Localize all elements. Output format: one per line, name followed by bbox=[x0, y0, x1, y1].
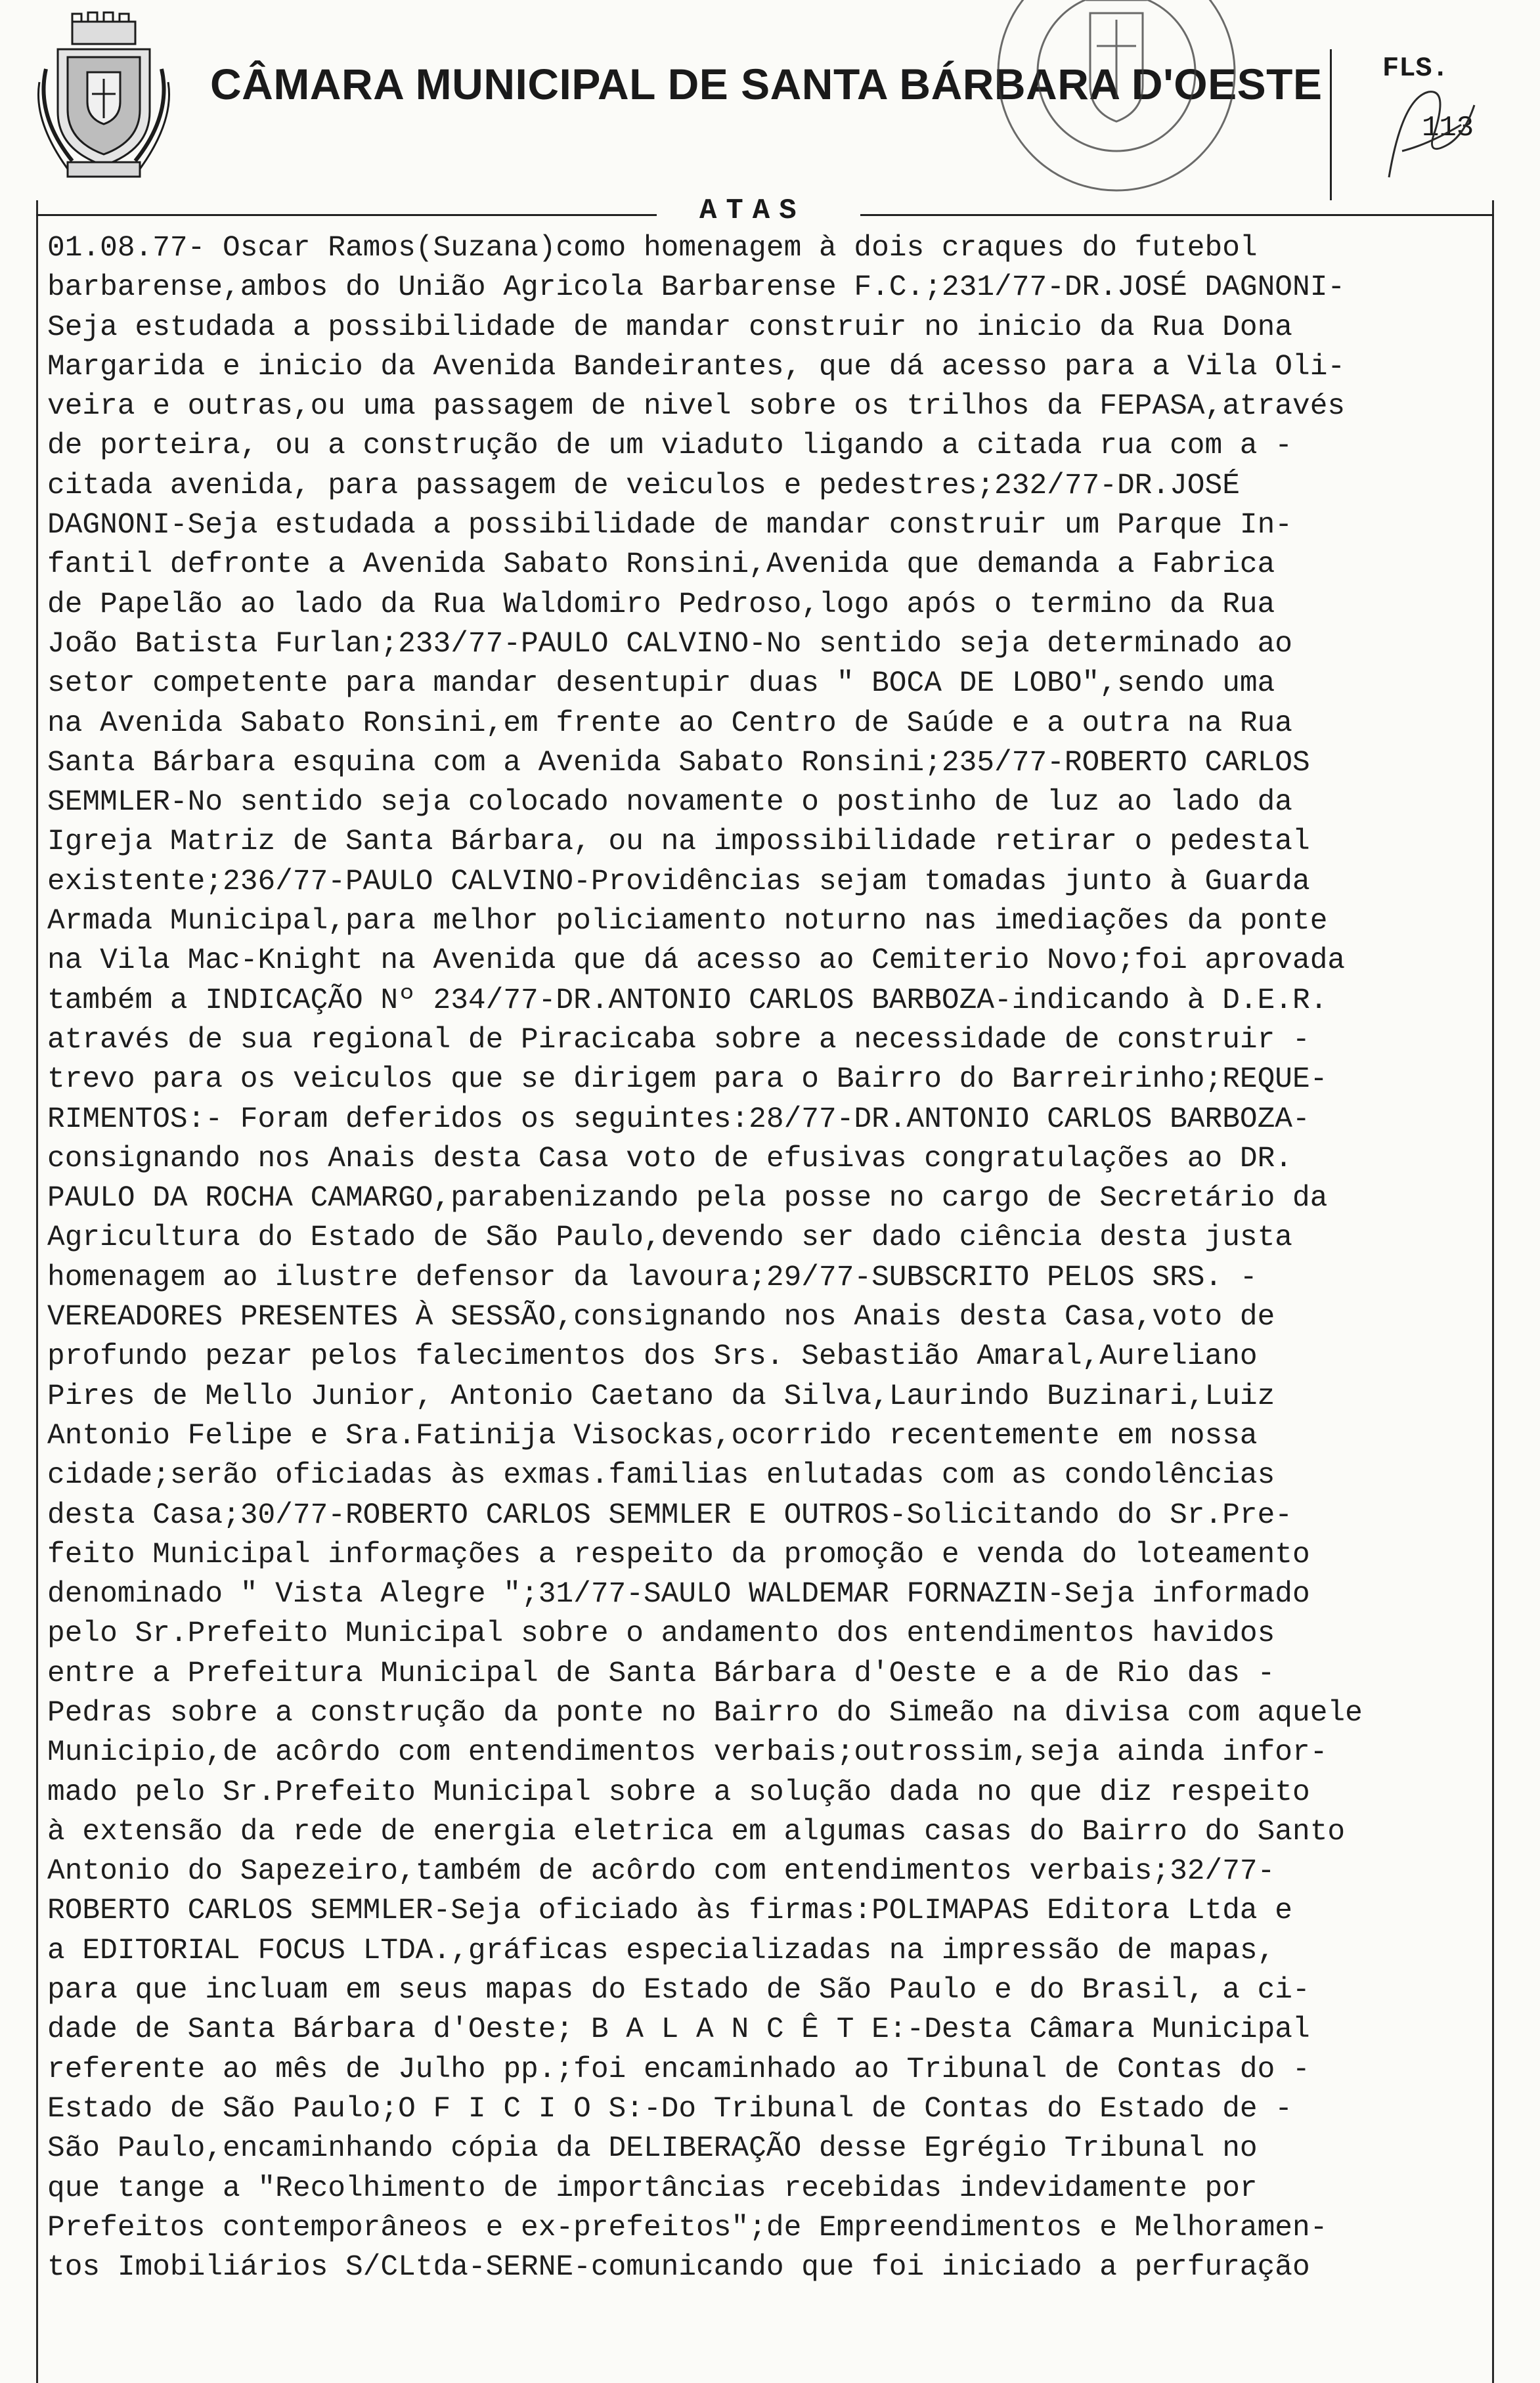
text-line: RIMENTOS:- Foram deferidos os seguintes:28/77-DR.ANTONIO CARLOS BARBOZA- bbox=[47, 1103, 1310, 1136]
institution-header-title: CÂMARA MUNICIPAL DE SANTA BÁRBARA D'OESTE bbox=[210, 60, 1323, 108]
text-line: VEREADORES PRESENTES À SESSÃO,consignando nos Anais desta Casa,voto de bbox=[47, 1301, 1275, 1334]
text-line: trevo para os veiculos que se dirigem para o Bairro do Barreirinho;REQUE- bbox=[47, 1063, 1328, 1097]
text-line: referente ao mês de Julho pp.;foi encaminhado ao Tribunal de Contas do - bbox=[47, 2053, 1310, 2086]
left-margin-line bbox=[36, 200, 38, 2383]
text-line: Margarida e inicio da Avenida Bandeirantes, que dá acesso para a Vila Oli- bbox=[47, 350, 1346, 383]
text-line: existente;236/77-PAULO CALVINO-Providências sejam tomadas junto à Guarda bbox=[47, 865, 1310, 898]
text-line: a EDITORIAL FOCUS LTDA.,gráficas especializadas na impressão de mapas, bbox=[47, 1934, 1275, 1967]
text-line: citada avenida, para passagem de veiculos e pedestres;232/77-DR.JOSÉ bbox=[47, 469, 1240, 502]
text-line: veira e outras,ou uma passagem de nivel sobre os trilhos da FEPASA,através bbox=[47, 390, 1346, 424]
text-line: cidade;serão oficiadas às exmas.familias enlutadas com as condolências bbox=[47, 1459, 1275, 1493]
text-line: entre a Prefeitura Municipal de Santa Bárbara d'Oeste e a de Rio das - bbox=[47, 1657, 1275, 1690]
text-line: SEMMLER-No sentido seja colocado novamente o postinho de luz ao lado da bbox=[47, 786, 1293, 820]
text-line: PAULO DA ROCHA CAMARGO,parabenizando pela posse no cargo de Secretário da bbox=[47, 1182, 1328, 1215]
text-line: mado pelo Sr.Prefeito Municipal sobre a solução dada no que diz respeito bbox=[47, 1776, 1310, 1809]
text-line: pelo Sr.Prefeito Municipal sobre o andamento dos entendimentos havidos bbox=[47, 1617, 1275, 1651]
text-line: tos Imobiliários S/CLtda-SERNE-comunicando que foi iniciado a perfuração bbox=[47, 2251, 1310, 2285]
text-line: que tange a "Recolhimento de importâncias recebidas indevidamente por bbox=[47, 2172, 1258, 2205]
text-line: dade de Santa Bárbara d'Oeste; B A L A N C Ê T E:-Desta Câmara Municipal bbox=[47, 2013, 1310, 2047]
text-line: Pires de Mello Junior, Antonio Caetano da Silva,Laurindo Buzinari,Luiz bbox=[47, 1380, 1275, 1413]
text-line: Igreja Matriz de Santa Bárbara, ou na impossibilidade retirar o pedestal bbox=[47, 825, 1310, 859]
text-line: feito Municipal informações a respeito da promoção e venda do loteamento bbox=[47, 1538, 1310, 1571]
text-line: Antonio Felipe e Sra.Fatinija Visockas,ocorrido recentemente em nossa bbox=[47, 1419, 1258, 1453]
text-line: denominado " Vista Alegre ";31/77-SAULO WALDEMAR FORNAZIN-Seja informado bbox=[47, 1578, 1310, 1611]
municipal-crest-icon bbox=[32, 10, 176, 184]
text-line: Agricultura do Estado de São Paulo,devendo ser dado ciência desta justa bbox=[47, 1221, 1293, 1255]
text-line: profundo pezar pelos falecimentos dos Srs. Sebastião Amaral,Aureliano bbox=[47, 1340, 1258, 1374]
text-line: através de sua regional de Piracicaba sobre a necessidade de construir - bbox=[47, 1023, 1310, 1057]
text-line: Santa Bárbara esquina com a Avenida Sabato Ronsini;235/77-ROBERTO CARLOS bbox=[47, 746, 1310, 779]
text-line: à extensão da rede de energia eletrica em algumas casas do Bairro do Santo bbox=[47, 1815, 1346, 1848]
text-line: barbarense,ambos do União Agricola Barbarense F.C.;231/77-DR.JOSÉ DAGNONI- bbox=[47, 271, 1346, 305]
text-line: Seja estudada a possibilidade de mandar construir no inicio da Rua Dona bbox=[47, 311, 1293, 344]
text-line: desta Casa;30/77-ROBERTO CARLOS SEMMLER E OUTROS-Solicitando do Sr.Pre- bbox=[47, 1498, 1293, 1532]
text-line: Pedras sobre a construção da ponte no Bairro do Simeão na divisa com aquele bbox=[47, 1696, 1363, 1730]
text-line: Prefeitos contemporâneos e ex-prefeitos";de Empreendimentos e Melhoramen- bbox=[47, 2211, 1328, 2244]
text-line: fantil defronte a Avenida Sabato Ronsini,Avenida que demanda a Fabrica bbox=[47, 548, 1275, 582]
text-line: de porteira, ou a construção de um viaduto ligando a citada rua com a - bbox=[47, 429, 1293, 463]
text-line: também a INDICAÇÃO Nº 234/77-DR.ANTONIO CARLOS BARBOZA-indicando à D.E.R. bbox=[47, 984, 1328, 1017]
text-line: Municipio,de acôrdo com entendimentos verbais;outrossim,seja ainda infor- bbox=[47, 1736, 1328, 1770]
text-line: na Avenida Sabato Ronsini,em frente ao Centro de Saúde e a outra na Rua bbox=[47, 707, 1293, 740]
section-rule-right bbox=[860, 214, 1494, 216]
text-line: São Paulo,encaminhando cópia da DELIBERAÇÃO desse Egrégio Tribunal no bbox=[47, 2132, 1258, 2166]
minutes-body bbox=[47, 229, 1492, 2287]
text-line: João Batista Furlan;233/77-PAULO CALVINO-No sentido seja determinado ao bbox=[47, 627, 1293, 661]
text-line: DAGNONI-Seja estudada a possibilidade de mandar construir um Parque In- bbox=[47, 509, 1293, 542]
section-title: ATAS bbox=[699, 194, 806, 227]
text-line: ROBERTO CARLOS SEMMLER-Seja oficiado às firmas:POLIMAPAS Editora Ltda e bbox=[47, 1894, 1293, 1928]
handwritten-signature-icon bbox=[1363, 72, 1494, 204]
folio-number: 113 bbox=[1422, 112, 1474, 144]
text-line: Antonio do Sapezeiro,também de acôrdo com entendimentos verbais;32/77- bbox=[47, 1855, 1275, 1889]
text-line: Estado de São Paulo;O F I C I O S:-Do Tribunal de Contas do Estado de - bbox=[47, 2092, 1293, 2126]
right-margin-line bbox=[1492, 200, 1494, 2383]
text-line: 01.08.77- Oscar Ramos(Suzana)como homenagem à dois craques do futebol bbox=[47, 232, 1258, 265]
text-line: homenagem ao ilustre defensor da lavoura;29/77-SUBSCRITO PELOS SRS. - bbox=[47, 1261, 1258, 1294]
text-line: consignando nos Anais desta Casa voto de efusivas congratulações ao DR. bbox=[47, 1142, 1293, 1175]
header-divider bbox=[1330, 49, 1332, 200]
text-line: de Papelão ao lado da Rua Waldomiro Pedroso,logo após o termino da Rua bbox=[47, 588, 1275, 621]
chamber-seal-stamp-icon bbox=[965, 0, 1267, 223]
text-line: para que incluam em seus mapas do Estado de São Paulo e do Brasil, a ci- bbox=[47, 1974, 1310, 2007]
text-line: setor competente para mandar desentupir duas " BOCA DE LOBO",sendo uma bbox=[47, 667, 1275, 701]
text-line: na Vila Mac-Knight na Avenida que dá acesso ao Cemiterio Novo;foi aprovada bbox=[47, 944, 1346, 978]
section-rule-left bbox=[36, 214, 657, 216]
folio-label: FLS. bbox=[1382, 53, 1449, 84]
text-line: Armada Municipal,para melhor policiamento noturno nas imediações da ponte bbox=[47, 905, 1328, 938]
